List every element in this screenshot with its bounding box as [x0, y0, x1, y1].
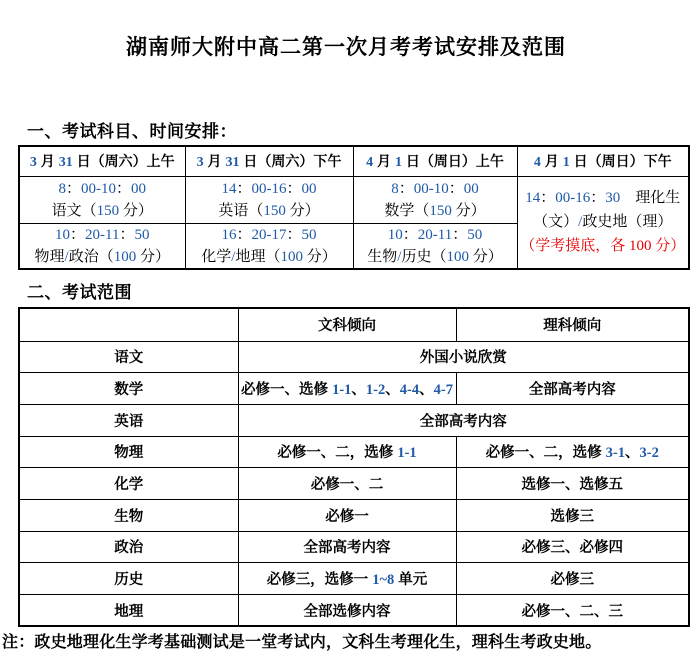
number-text: 20-11	[417, 226, 453, 243]
scope-cell	[19, 499, 238, 531]
number-text: 150	[429, 202, 452, 219]
text-segment: 地理	[114, 603, 144, 620]
text-line	[239, 346, 689, 367]
text-segment: ：	[540, 190, 556, 207]
number-text: 14	[221, 180, 237, 197]
text-line	[239, 600, 456, 621]
number-text: 3-2	[639, 445, 659, 462]
number-text: /	[578, 214, 583, 231]
scope-cell	[456, 468, 689, 500]
section-heading-scope: 二、考试范围	[27, 283, 132, 302]
text-line	[457, 536, 689, 557]
scope-row	[19, 563, 689, 595]
scope-row	[19, 404, 689, 436]
text-segment: ：	[65, 180, 81, 197]
section-heading-schedule: 一、考试科目、时间安排：	[27, 122, 237, 141]
text-line	[186, 224, 353, 246]
scope-cell	[238, 563, 456, 595]
number-text: 4-7	[433, 382, 453, 399]
number-text: 4	[366, 155, 374, 171]
scope-row	[19, 373, 689, 405]
text-segment: ：	[116, 180, 132, 197]
text-segment: ：	[590, 190, 606, 207]
scope-cell	[19, 373, 238, 405]
text-segment: 生物	[367, 248, 398, 265]
text-line	[354, 224, 517, 246]
number-text: 10	[387, 226, 403, 243]
text-line	[20, 505, 238, 526]
text-line	[20, 224, 185, 246]
number-text: 3	[29, 155, 37, 171]
scope-row	[19, 468, 689, 500]
text-line	[457, 505, 689, 526]
number-text: 1	[562, 155, 570, 171]
number-text: 8	[58, 180, 66, 197]
text-line	[20, 536, 238, 557]
text-segment: （文）	[533, 214, 579, 231]
schedule-table-body	[19, 146, 689, 269]
number-text: 00-16	[251, 180, 287, 197]
text-line	[239, 441, 456, 462]
scope-cell	[238, 468, 456, 500]
number-text: 20-17	[251, 226, 287, 243]
number-text: 1-2	[365, 382, 386, 399]
scope-row	[19, 531, 689, 563]
text-segment: 历史	[114, 572, 144, 589]
text-segment: 政治（	[68, 248, 114, 265]
number-text: 14	[525, 190, 541, 207]
text-segment: 必修一、二、三	[521, 603, 623, 620]
number-text: 00	[131, 180, 147, 197]
number-text: 8	[391, 180, 399, 197]
scope-row	[19, 308, 689, 341]
scope-cell	[19, 531, 238, 563]
text-line	[239, 505, 456, 526]
scope-cell	[456, 563, 689, 595]
schedule-cell	[19, 223, 185, 269]
document-title: 湖南师大附中高二第一次月考考试安排及范围	[126, 36, 566, 59]
text-segment: 月	[540, 153, 563, 170]
schedule-cell	[353, 223, 517, 269]
text-segment: 单元	[394, 572, 428, 589]
text-segment: 全部高考内容	[419, 413, 507, 430]
text-line	[354, 178, 517, 200]
text-line	[457, 378, 689, 399]
text-line	[239, 314, 456, 335]
scope-row	[19, 341, 689, 373]
text-segment: 数学（	[384, 202, 430, 219]
text-line	[354, 151, 517, 171]
text-segment: 必修三，选修一	[266, 572, 373, 589]
text-segment: ：	[286, 226, 302, 243]
text-line	[20, 178, 185, 200]
scope-row	[19, 595, 689, 627]
text-segment: 文科倾向	[318, 318, 376, 335]
text-line	[457, 568, 689, 589]
text-segment: 月	[203, 153, 226, 170]
text-line	[186, 151, 353, 171]
scope-cell	[19, 436, 238, 468]
text-line	[20, 151, 185, 171]
text-segment: 英语（	[218, 202, 264, 219]
text-segment: 化学	[201, 248, 232, 265]
number-text: 50	[301, 226, 317, 243]
text-segment: 物理	[34, 248, 65, 265]
scope-row	[19, 436, 689, 468]
scope-row	[19, 499, 689, 531]
text-segment: 日（周日）上午	[401, 153, 504, 170]
number-text: 150	[263, 202, 286, 219]
scope-table-body	[19, 308, 689, 626]
text-segment: 化学	[114, 477, 144, 494]
text-segment: 分）	[285, 202, 320, 219]
text-line	[20, 378, 238, 399]
number-text: 00	[463, 180, 479, 197]
text-segment: 日（周六）下午	[239, 153, 342, 170]
scope-cell	[456, 499, 689, 531]
number-text: 4-4	[399, 382, 420, 399]
number-text: 30	[605, 190, 621, 207]
scope-cell	[456, 595, 689, 627]
text-segment: 必修一	[325, 508, 369, 525]
scope-cell	[238, 341, 689, 373]
text-segment: 语文（	[51, 202, 97, 219]
text-line	[239, 568, 456, 589]
text-segment: 全部高考内容	[528, 382, 616, 399]
text-segment: 生物	[114, 508, 144, 525]
text-segment: 必修一、二	[310, 477, 384, 494]
schedule-header-cell	[185, 146, 353, 176]
number-text: 00	[301, 180, 317, 197]
number-text: 100	[113, 248, 137, 265]
number-text: 3-1	[605, 445, 626, 462]
text-segment: 理科倾向	[543, 318, 602, 335]
text-line	[186, 246, 353, 268]
schedule-row	[19, 146, 689, 176]
text-segment: 语文	[114, 350, 144, 367]
text-segment: 历史（	[401, 248, 447, 265]
scope-cell	[238, 404, 689, 436]
scope-cell	[19, 341, 238, 373]
text-line	[518, 210, 689, 234]
scope-cell	[19, 404, 238, 436]
schedule-cell	[353, 176, 517, 223]
number-text: 00-10	[413, 180, 449, 197]
scope-cell	[456, 436, 689, 468]
schedule-header-cell	[19, 146, 185, 176]
text-segment: ：	[70, 226, 86, 243]
text-segment: 外国小说欣赏	[419, 350, 507, 367]
number-text: 150	[96, 202, 120, 219]
text-segment: 理化生	[620, 190, 681, 207]
text-line	[518, 234, 689, 258]
text-segment: 英语	[114, 413, 144, 430]
text-line	[20, 346, 238, 367]
text-line	[457, 473, 689, 494]
text-segment: 选修三	[550, 508, 594, 525]
text-segment: 分）	[119, 202, 153, 219]
text-segment: 日（周日）下午	[569, 153, 672, 170]
text-line	[239, 473, 456, 494]
text-line	[457, 600, 689, 621]
text-line	[354, 246, 517, 268]
scope-cell	[456, 531, 689, 563]
text-line	[457, 441, 689, 462]
number-text: 1~8	[372, 572, 395, 589]
number-text: 4	[533, 155, 541, 171]
scope-cell	[19, 563, 238, 595]
text-line	[518, 151, 689, 171]
text-segment: 政史地（理）	[582, 214, 673, 231]
scope-cell	[238, 373, 456, 405]
schedule-cell	[517, 176, 689, 269]
text-line	[20, 246, 185, 268]
text-segment: ：	[119, 226, 135, 243]
text-segment: 分）	[136, 248, 170, 265]
text-segment: 数学	[114, 382, 144, 399]
scope-cell	[19, 468, 238, 500]
number-text: /	[231, 248, 236, 265]
text-line	[354, 200, 517, 222]
footnote: 注：政史地理化生学考基础测试是一堂考试内，文科生考理化生，理科生考政史地。	[2, 634, 602, 651]
text-line	[518, 186, 689, 210]
text-segment: ：	[286, 180, 302, 197]
scope-header-cell	[19, 308, 238, 341]
number-text: /	[397, 248, 402, 265]
schedule-cell	[185, 176, 353, 223]
number-text: 3	[196, 155, 204, 171]
text-segment: 分）	[468, 248, 503, 265]
number-text: 100	[446, 248, 469, 265]
number-text: 50	[467, 226, 483, 243]
number-text: 00-10	[81, 180, 116, 197]
number-text: 50	[134, 226, 150, 243]
text-line	[239, 536, 456, 557]
text-segment: ：	[236, 180, 252, 197]
text-line	[186, 178, 353, 200]
text-segment: 月	[36, 153, 59, 170]
number-text: /	[64, 248, 69, 265]
text-segment: 日（周六）上午	[72, 153, 175, 170]
schedule-cell	[19, 176, 185, 223]
scope-cell	[19, 595, 238, 627]
schedule-header-cell	[517, 146, 689, 176]
number-text: 100	[280, 248, 303, 265]
text-segment: 必修三、必修四	[521, 540, 623, 557]
number-text: 20-11	[85, 226, 120, 243]
text-segment: 、	[419, 382, 434, 399]
text-segment: 地理（	[235, 248, 281, 265]
text-segment: 月	[373, 153, 395, 170]
text-segment: 必修一、选修	[241, 382, 333, 399]
text-segment: 必修一、二，选修	[277, 445, 398, 462]
text-segment: 全部高考内容	[303, 540, 391, 557]
schedule-row	[19, 176, 689, 223]
text-segment: ：	[402, 226, 418, 243]
red-note-text: （学考摸底，各 100 分）	[520, 238, 686, 255]
text-segment: 全部选修内容	[303, 603, 391, 620]
text-segment: 、	[351, 382, 366, 399]
text-segment: ：	[236, 226, 252, 243]
number-text: 1-1	[397, 445, 417, 462]
scope-header-cell	[238, 308, 456, 341]
text-line	[457, 314, 689, 335]
text-segment: 分）	[451, 202, 486, 219]
scope-header-cell	[456, 308, 689, 341]
text-line	[20, 441, 238, 462]
number-text: 00-16	[555, 190, 591, 207]
text-line	[20, 568, 238, 589]
number-text: 31	[225, 155, 240, 171]
scope-cell	[238, 499, 456, 531]
text-segment: 政治	[114, 540, 144, 557]
text-segment: 选修一、选修五	[521, 477, 623, 494]
number-text: 31	[58, 155, 73, 171]
text-segment: 物理	[114, 445, 144, 462]
number-text: 16	[221, 226, 237, 243]
scope-cell	[238, 595, 456, 627]
text-line	[20, 473, 238, 494]
text-line	[239, 378, 456, 399]
text-segment: 、	[625, 445, 640, 462]
text-line	[186, 200, 353, 222]
text-segment: 分）	[302, 248, 337, 265]
schedule-cell	[185, 223, 353, 269]
text-segment: 必修三	[550, 572, 594, 589]
text-line	[20, 600, 238, 621]
text-line	[20, 200, 185, 222]
text-segment: ：	[398, 180, 414, 197]
scope-cell	[238, 436, 456, 468]
schedule-table	[18, 145, 690, 270]
text-line	[20, 410, 238, 431]
scope-cell	[456, 373, 689, 405]
text-segment: ：	[448, 180, 464, 197]
text-line	[239, 410, 689, 431]
number-text: 1	[394, 155, 402, 171]
text-segment: ：	[452, 226, 468, 243]
text-segment: 必修一、二，选修	[485, 445, 606, 462]
text-segment: 、	[385, 382, 400, 399]
schedule-header-cell	[353, 146, 517, 176]
scope-table	[18, 307, 690, 627]
number-text: 10	[55, 226, 70, 243]
number-text: 1-1	[332, 382, 352, 399]
scope-cell	[238, 531, 456, 563]
